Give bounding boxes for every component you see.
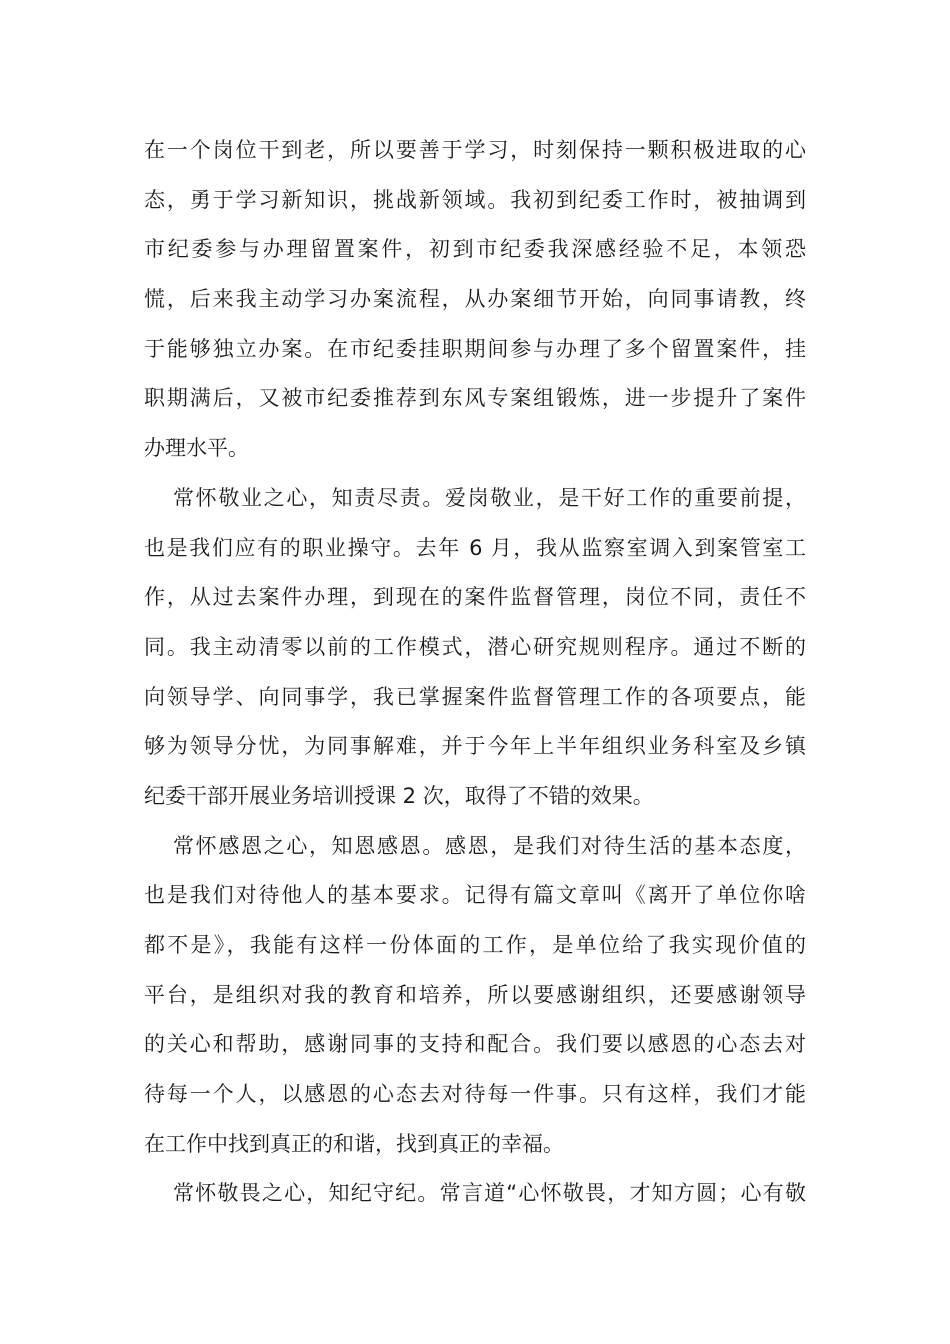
text-line: 态，勇于学习新知识，挑战新领域。我初到纪委工作时，被抽调到 xyxy=(144,187,806,212)
text-line: 也是我们对待他人的基本要求。记得有篇文章叫《离开了单位你啥 xyxy=(144,883,806,908)
text-line-paragraph-start: 常怀敬业之心，知责尽责。爱岗敬业，是干好工作的重要前提， xyxy=(173,485,806,510)
text-line: 的关心和帮助，感谢同事的支持和配合。我们要以感恩的心态去对 xyxy=(144,1032,806,1057)
body-text xyxy=(144,126,806,1219)
text-line: 够为领导分忧，为同事解难，并于今年上半年组织业务科室及乡镇 xyxy=(144,734,806,759)
text-line: 待每一个人，以感恩的心态去对待每一件事。只有这样，我们才能 xyxy=(144,1082,806,1107)
text-line-paragraph-end: 在工作中找到真正的和谐，找到真正的幸福。 xyxy=(144,1131,564,1156)
text-line: 同。我主动清零以前的工作模式，潜心研究规则程序。通过不断的 xyxy=(144,634,806,659)
text-line: 平台，是组织对我的教育和培养，所以要感谢组织，还要感谢领导 xyxy=(144,982,806,1007)
text-line: 作，从过去案件办理，到现在的案件监督管理，岗位不同，责任不 xyxy=(144,585,806,610)
text-line: 在一个岗位干到老，所以要善于学习，时刻保持一颗积极进取的心 xyxy=(144,138,806,162)
text-line-paragraph-end: 办理水平。 xyxy=(144,436,249,461)
text-line: 市纪委参与办理留置案件，初到市纪委我深感经验不足，本领恐 xyxy=(144,237,806,262)
text-line-paragraph-start: 常怀感恩之心，知恩感恩。感恩，是我们对待生活的基本态度， xyxy=(173,833,806,858)
text-line: 慌，后来我主动学习办案流程，从办案细节开始，向同事请教，终 xyxy=(144,287,806,312)
text-line: 职期满后，又被市纪委推荐到东风专案组锻炼，进一步提升了案件 xyxy=(144,386,806,411)
text-line-paragraph-start: 常怀敬畏之心，知纪守纪。常言道“心怀敬畏，才知方圆；心有敬 xyxy=(173,1181,806,1206)
text-line: 都不是》，我能有这样一份体面的工作，是单位给了我实现价值的 xyxy=(144,933,806,957)
text-line: 也是我们应有的职业操守。去年 6 月，我从监察室调入到案管室工 xyxy=(144,535,806,560)
text-line: 于能够独立办案。在市纪委挂职期间参与办理了多个留置案件，挂 xyxy=(144,336,806,361)
text-line-paragraph-end: 纪委干部开展业务培训授课 2 次，取得了不错的效果。 xyxy=(144,783,654,808)
text-line: 向领导学、向同事学，我已掌握案件监督管理工作的各项要点，能 xyxy=(144,684,806,709)
